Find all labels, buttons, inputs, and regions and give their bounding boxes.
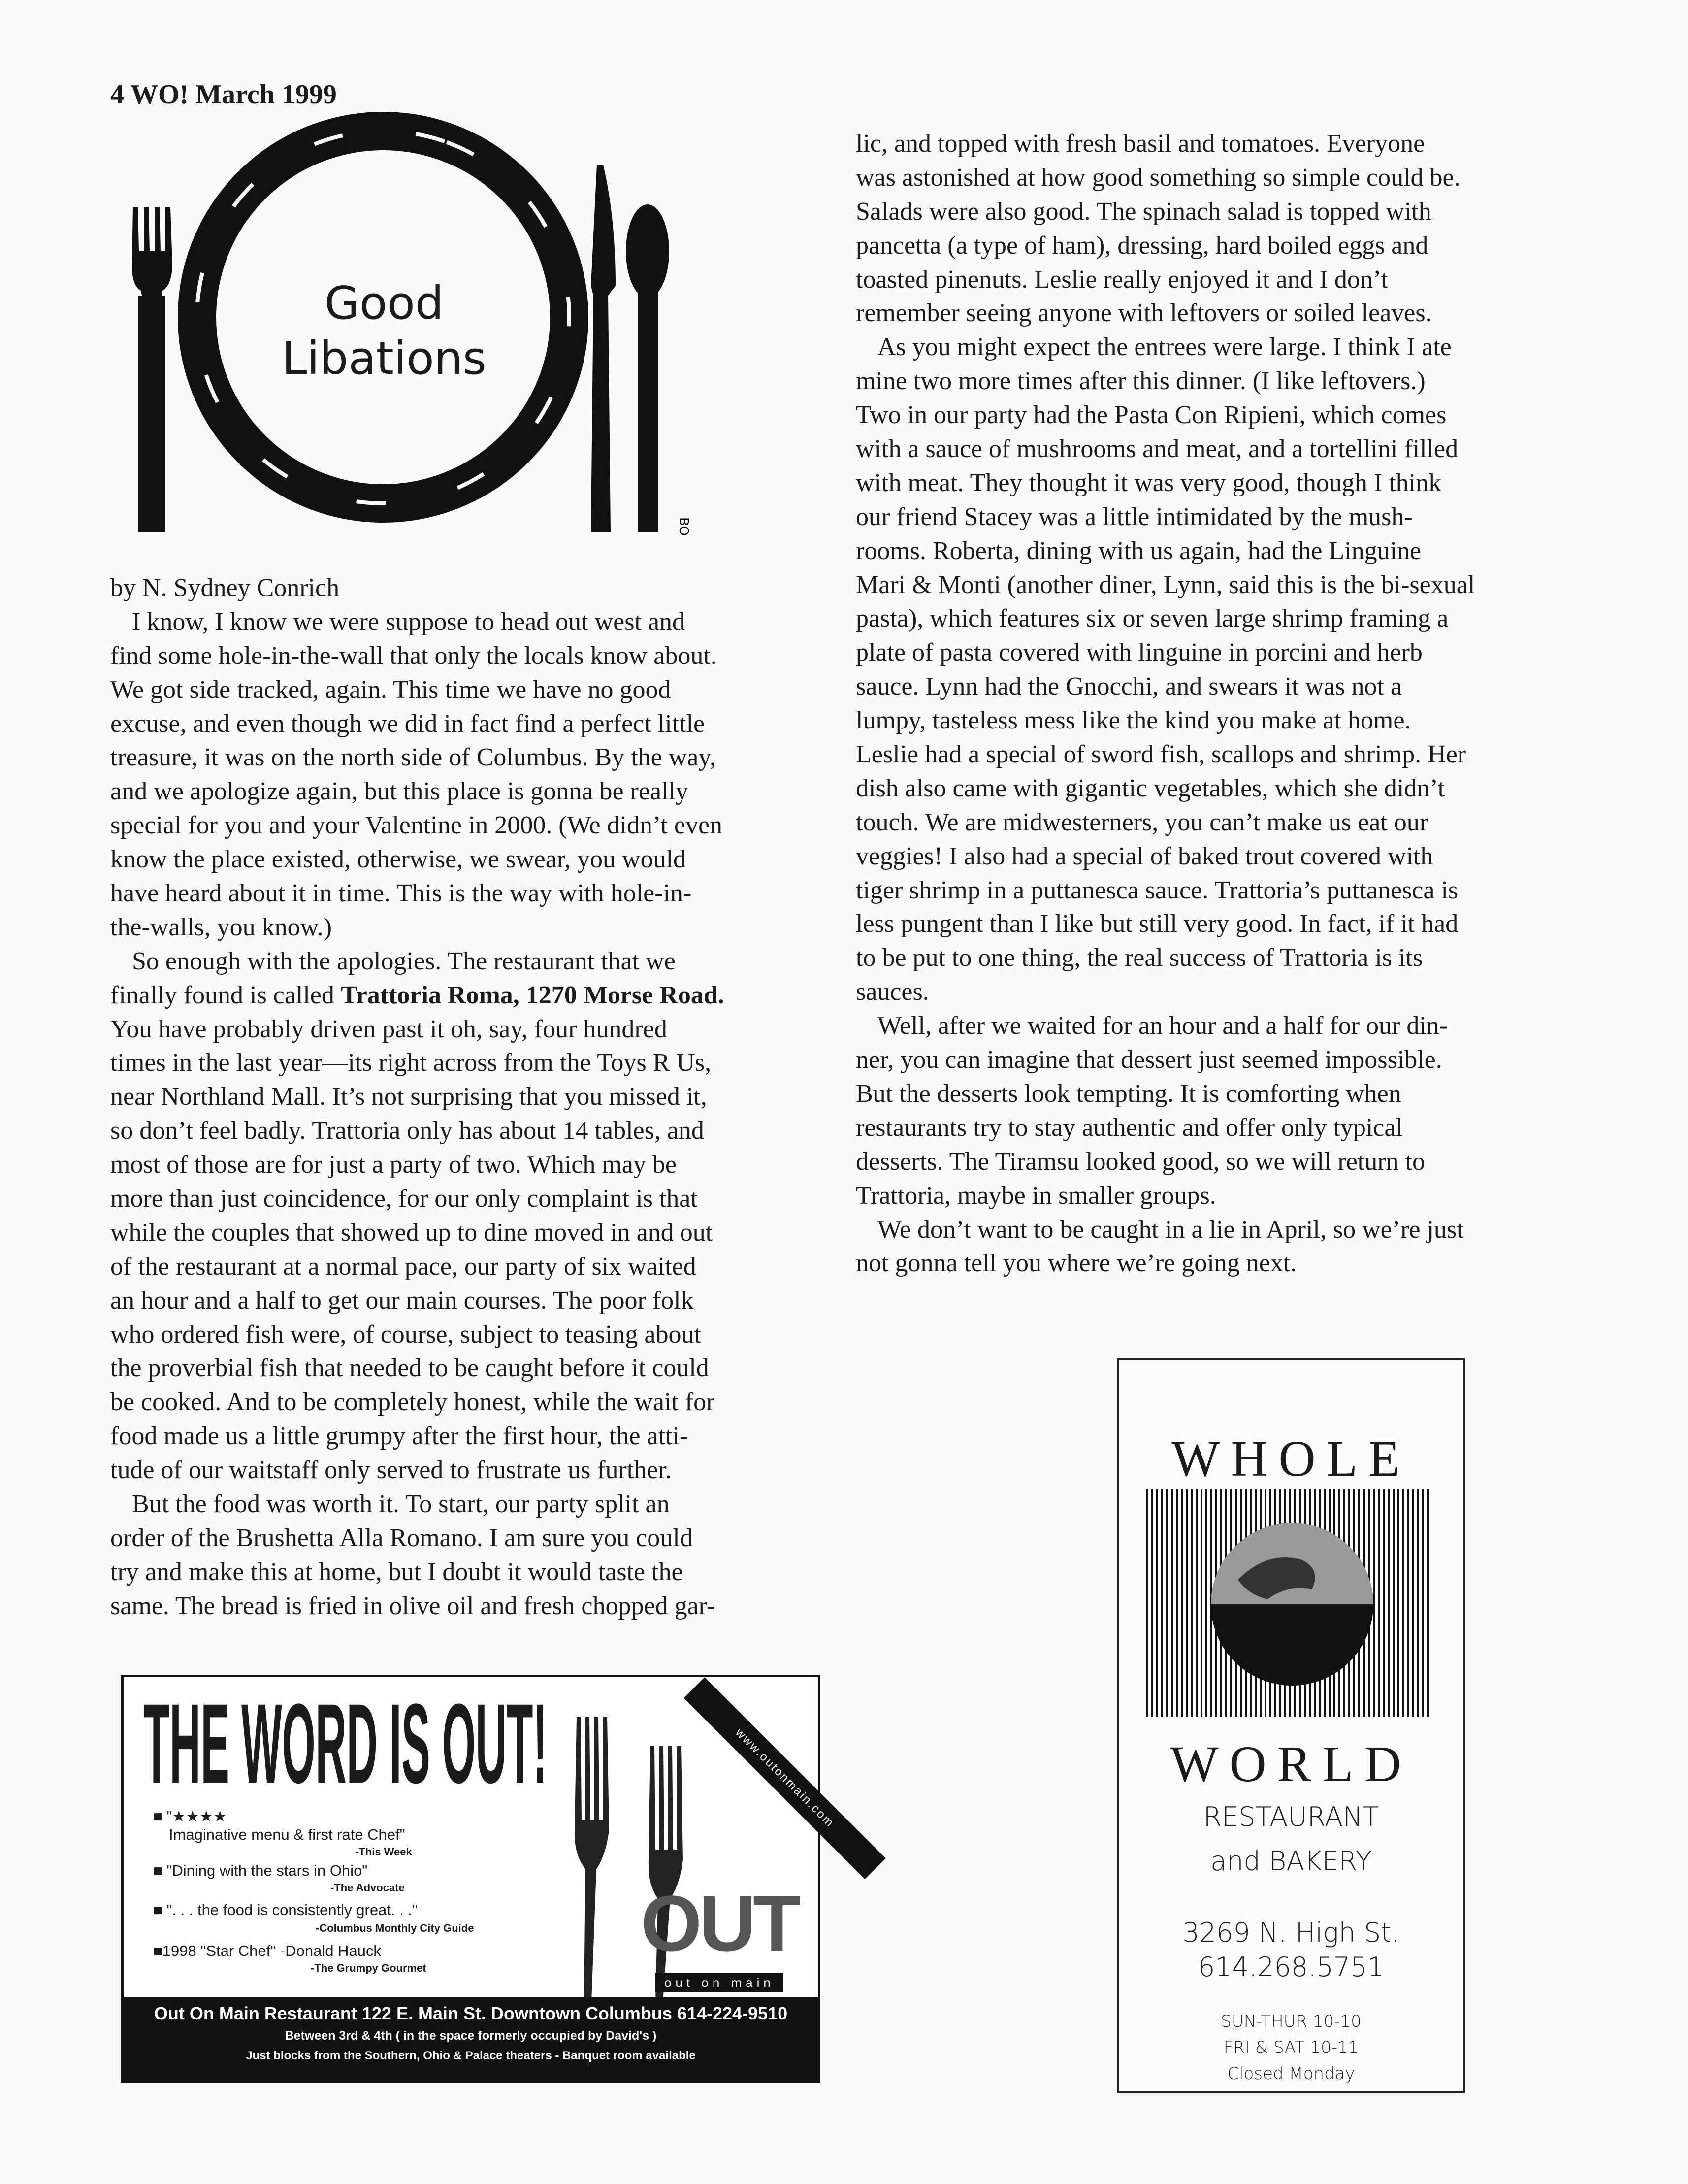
article-line-text: to be put to one thing, the real success of Trattoria is its <box>856 944 1423 972</box>
article-line-text: Two in our party had the Pasta Con Ripieni, which comes <box>856 401 1447 430</box>
article-line-text: more than just coincidence, for our only complaint is that <box>110 1185 698 1213</box>
article-line-text: We don’t want to be caught in a lie in April, so we’re just <box>877 1215 1464 1244</box>
article-line-text: ner, you can imagine that dessert just seemed impossible. <box>856 1046 1442 1074</box>
article-line-text: food made us a little grumpy after the first hour, the atti- <box>110 1422 688 1451</box>
logo-title-line1: Good <box>324 277 444 330</box>
ad-quote-3-source: -Columbus Monthly City Guide <box>316 1922 474 1934</box>
article-line-text: was astonished at how good something so simple could be. <box>856 163 1461 192</box>
article-line-text: the proverbial fish that needed to be caught before it could <box>110 1354 709 1383</box>
ad-quote-1-cont: Imaginative menu & first rate Chef" <box>169 1826 405 1843</box>
article-line-text: not gonna tell you where we’re going next. <box>856 1249 1297 1278</box>
article-line <box>856 907 1475 941</box>
article-line <box>110 741 724 775</box>
ad-headline: THE WORD IS OUT! <box>143 1680 548 1807</box>
article-line-text: order of the Brushetta Alla Romano. I am sure you could <box>110 1523 693 1552</box>
article-line <box>110 809 724 843</box>
out-logo-tagline: out on main <box>655 1973 783 1992</box>
article-line-text: know the place existed, otherwise, we swear, you would <box>110 845 686 874</box>
article-line-text: As you might expect the entrees were large. I think I ate <box>877 333 1452 362</box>
article-line-text: excuse, and even though we did in fact find a perfect little <box>110 709 705 738</box>
article-line-text: dish also came with gigantic vegetables, which she didn’t <box>856 774 1445 802</box>
article-line <box>110 911 724 945</box>
article-line <box>110 1522 724 1555</box>
article-line <box>110 1555 724 1589</box>
article-line-text: try and make this at home, but I doubt it would taste the <box>110 1557 683 1586</box>
article-line <box>856 568 1475 602</box>
logo-signature: BO <box>676 517 691 536</box>
article-line <box>856 432 1475 466</box>
article-line-text: find some hole-in-the-wall that only the locals know about. <box>110 641 717 670</box>
out-on-main-ad <box>121 1675 837 2083</box>
article-line-text: toasted pinenuts. Leslie really enjoyed it and I don’t <box>856 265 1388 294</box>
article-line <box>856 1077 1475 1111</box>
article-line <box>856 263 1475 297</box>
article-line-text: Well, after we waited for an hour and a half for our din- <box>877 1012 1448 1040</box>
ww-hours-weekend: FRI & SAT 10-11 <box>1223 2038 1359 2057</box>
ad-theaters-line: Just blocks from the Southern, Ohio & Palace theaters - Banquet room available <box>246 2049 696 2062</box>
article-line-text: less pungent than I like but still very good. In fact, if it had <box>856 910 1459 938</box>
ww-bakery: and BAKERY <box>1210 1846 1372 1877</box>
article-line <box>856 1145 1475 1179</box>
article-line-text: mine two more times after this dinner. (I like leftovers.) <box>856 367 1426 396</box>
logo-title-line2: Libations <box>282 332 487 385</box>
article-line <box>110 707 724 741</box>
article-line-text: an hour and a half to get our main courses. The poor folk <box>110 1286 694 1315</box>
article-line-text: while the couples that showed up to dine moved in and out <box>110 1218 713 1247</box>
article-line <box>856 772 1475 806</box>
article-line <box>110 945 724 979</box>
ad-quote-2-source: -The Advocate <box>330 1882 405 1894</box>
article-line-text: lic, and topped with fresh basil and tomatoes. Everyone <box>856 130 1425 158</box>
article-line <box>110 1250 724 1284</box>
article-column-right <box>856 127 1475 1281</box>
article-line <box>110 639 724 673</box>
article-line-text: of the restaurant at a normal pace, our party of six waited <box>110 1252 696 1281</box>
whole-world-ad <box>1117 1358 1465 2093</box>
ad-address-line: Out On Main Restaurant 122 E. Main St. Downtown Columbus 614-224-9510 <box>154 2003 788 2023</box>
article-line <box>856 127 1475 161</box>
article-line-text: Leslie had a special of sword fish, scallops and shrimp. Her <box>856 740 1466 769</box>
ad-location-line: Between 3rd & 4th ( in the space formerly occupied by David's ) <box>285 2029 657 2043</box>
article-line-text: But the food was worth it. To start, our party split an <box>132 1490 670 1519</box>
article-line <box>856 1179 1475 1213</box>
logo-title <box>276 276 492 386</box>
article-line <box>856 1043 1475 1077</box>
article-line-text: sauces. <box>856 978 929 1006</box>
article-line-text: so don’t feel badly. Trattoria only has about 14 tables, and <box>110 1117 704 1145</box>
article-line-text: rooms. Roberta, dining with us again, had the Linguine <box>856 536 1422 565</box>
ad-quote-4: ■1998 "Star Chef" -Donald Hauck <box>153 1942 381 1959</box>
article-line <box>856 161 1475 195</box>
article-line-text: pancetta (a type of ham), dressing, hard boiled eggs and <box>856 231 1428 260</box>
article-line-text: Trattoria, maybe in smaller groups. <box>856 1181 1216 1210</box>
article-line-text: with a sauce of mushrooms and meat, and a tortellini filled <box>856 435 1459 463</box>
ww-hours-weekday: SUN-THUR 10-10 <box>1221 2012 1362 2031</box>
article-line-text: tude of our waitstaff only served to frustrate us further. <box>110 1456 672 1485</box>
article-column-left <box>110 571 724 1623</box>
article-line <box>856 1247 1475 1281</box>
article-line <box>856 398 1475 432</box>
article-line <box>856 738 1475 772</box>
article-line-text: same. The bread is fried in olive oil and fresh chopped gar- <box>110 1591 715 1620</box>
article-line-text: You have probably driven past it oh, say, four hundred <box>110 1015 667 1043</box>
article-line <box>110 1318 724 1352</box>
knife-icon <box>591 165 616 532</box>
article-line <box>856 466 1475 500</box>
ad-url-band: www.outonmain.com <box>684 1677 886 1879</box>
article-line-text: touch. We are midwesterners, you can’t make us eat our <box>856 808 1428 836</box>
article-line <box>856 840 1475 874</box>
article-line <box>110 605 724 639</box>
article-line <box>856 941 1475 975</box>
ad-quote-3: ■ ". . . the food is consistently great. . ." <box>153 1901 418 1919</box>
article-line-text: who ordered fish were, of course, subject to teasing about <box>110 1320 701 1349</box>
article-line <box>110 1589 724 1623</box>
restaurant-name-address: Trattoria Roma, 1270 Morse Road. <box>340 981 724 1009</box>
ww-address: 3269 N. High St. <box>1182 1917 1400 1948</box>
article-line <box>110 1420 724 1454</box>
article-line <box>110 843 724 877</box>
globe-icon <box>1208 1521 1376 1688</box>
article-line <box>856 1213 1475 1247</box>
article-line <box>110 673 724 707</box>
ww-restaurant: RESTAURANT <box>1203 1801 1379 1832</box>
ad-quote-2: ■ "Dining with the stars in Ohio" <box>153 1862 368 1879</box>
article-line-text: veggies! I also had a special of baked trout covered with <box>856 842 1433 870</box>
article-line-text: lumpy, tasteless mess like the kind you make at home. <box>856 706 1411 735</box>
article-line <box>856 670 1475 704</box>
article-line <box>856 806 1475 840</box>
article-line-text: I know, I know we were suppose to head out west and <box>132 607 685 636</box>
article-line-text: sauce. Lynn had the Gnocchi, and swears it was not a <box>856 672 1402 701</box>
ad-quote-1-source: -This Week <box>355 1846 412 1858</box>
article-line-text: remember seeing anyone with leftovers or soiled leaves. <box>856 299 1432 328</box>
article-line-text: treasure, it was on the north side of Columbus. By the way, <box>110 743 716 772</box>
article-line <box>856 704 1475 738</box>
article-line-text: But the desserts look tempting. It is comforting when <box>856 1079 1401 1108</box>
article-line <box>110 1454 724 1488</box>
article-line <box>856 602 1475 636</box>
article-line-text: Mari & Monti (another diner, Lynn, said this is the bi-sexual <box>856 570 1475 599</box>
article-line-text: be cooked. And to be completely honest, while the wait for <box>110 1388 715 1417</box>
article-line <box>110 1488 724 1522</box>
article-line <box>110 1386 724 1420</box>
article-line-text: desserts. The Tiramsu looked good, so we will return to <box>856 1147 1425 1176</box>
article-line <box>110 1080 724 1114</box>
article-line <box>856 534 1475 568</box>
article-line <box>856 364 1475 398</box>
article-line-text: finally found is called <box>110 981 341 1009</box>
article-line-text: Salads were also good. The spinach salad is topped with <box>856 197 1431 226</box>
article-line-text: We got side tracked, again. This time we have no good <box>110 675 671 704</box>
ad-address-bar <box>124 1997 818 2081</box>
article-line-text: with meat. They thought it was very good, though I think <box>856 468 1442 497</box>
article-line-text: most of those are for just a party of two. Which may be <box>110 1151 677 1179</box>
ad-quote-1: ■ "★★★★ <box>153 1808 227 1825</box>
article-line <box>856 331 1475 364</box>
ww-name-top: WHOLE <box>1171 1430 1411 1487</box>
article-line <box>110 1182 724 1216</box>
article-line-text: the-walls, you know.) <box>110 913 332 941</box>
byline: by N. Sydney Conrich <box>110 574 340 602</box>
article-line <box>110 1013 724 1047</box>
article-line <box>856 1009 1475 1043</box>
page-header: 4 WO! March 1999 <box>110 79 337 110</box>
article-line <box>110 1114 724 1148</box>
article-line <box>110 877 724 911</box>
article-line-text: pasta), which features six or seven large shrimp framing a <box>856 604 1449 633</box>
article-line <box>856 195 1475 229</box>
out-logo: OUT <box>641 1879 798 1967</box>
article-line-text: our friend Stacey was a little intimidated by the mush- <box>856 502 1413 531</box>
article-line <box>856 636 1475 670</box>
article-line-text: plate of pasta covered with linguine in porcini and herb <box>856 638 1423 667</box>
fork-icon <box>132 207 172 532</box>
article-line-text: So enough with the apologies. The restaurant that we <box>132 947 676 975</box>
article-line <box>110 979 724 1013</box>
ww-name-bottom: WORLD <box>1170 1736 1412 1792</box>
article-line <box>856 229 1475 263</box>
article-line-text: tiger shrimp in a puttanesca sauce. Trattoria’s puttanesca is <box>856 876 1459 904</box>
article-line <box>110 1046 724 1080</box>
article-line-text: restaurants try to stay authentic and offer only typical <box>856 1113 1403 1142</box>
article-line-text: special for you and your Valentine in 2000. (We didn’t even <box>110 811 723 840</box>
spoon-icon <box>626 204 669 532</box>
article-line-text: times in the last year—its right across from the Toys R Us, <box>110 1049 712 1077</box>
article-line <box>110 1148 724 1182</box>
article-line <box>856 297 1475 331</box>
article-line <box>110 1216 724 1250</box>
article-line <box>856 500 1475 534</box>
ad-quote-4-source: -The Grumpy Gourmet <box>311 1962 426 1974</box>
article-line <box>110 1352 724 1386</box>
article-line-text: have heard about it in time. This is the way with hole-in- <box>110 879 692 908</box>
article-line-text: near Northland Mall. It’s not surprising that you missed it, <box>110 1083 707 1111</box>
ww-phone: 614.268.5751 <box>1198 1952 1384 1983</box>
article-line-text: and we apologize again, but this place is gonna be really <box>110 777 688 806</box>
article-line <box>110 775 724 809</box>
article-line <box>110 1284 724 1318</box>
article-line <box>856 1111 1475 1145</box>
article-line <box>856 975 1475 1009</box>
article-line <box>856 874 1475 908</box>
ww-closed: Closed Monday <box>1227 2064 1355 2084</box>
